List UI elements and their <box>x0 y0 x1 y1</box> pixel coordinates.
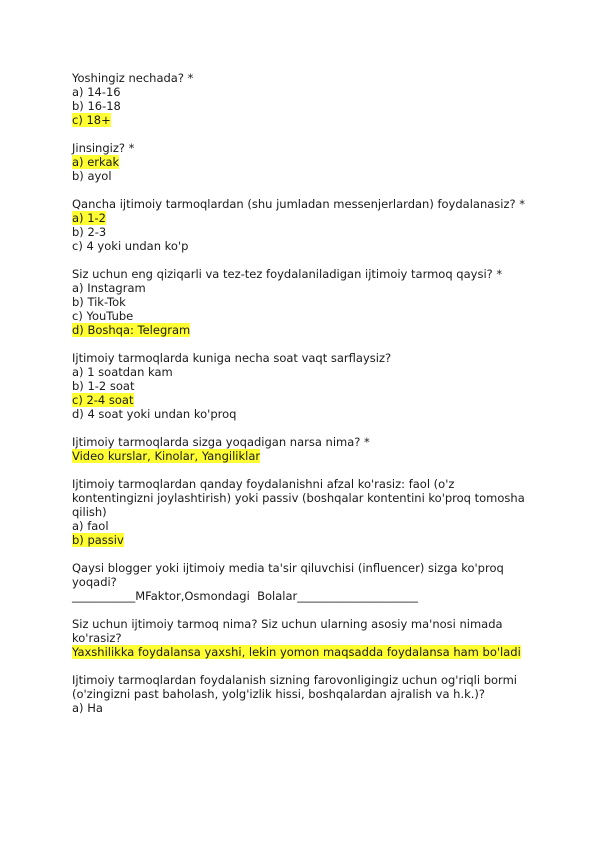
option-selected: c) 18+ <box>72 113 111 127</box>
question-favorite-network <box>72 267 532 337</box>
option: b) Tik-Tok <box>72 295 126 309</box>
option-selected: c) 2-4 soat <box>72 393 134 407</box>
option: a) faol <box>72 519 109 533</box>
question-text: Ijtimoiy tarmoqlardan foydalanish sizning farovonligingiz uchun og'riqli bormi (o'zingizni past baholash, yolg'izlik hissi, boshqalardan ajralish va h.k.)? <box>72 673 521 701</box>
question-text: Ijtimoiy tarmoqlardan qanday foydalanishni afzal ko'rasiz: faol (o'z kontentingizni joylashtirish) yoki passiv (boshqalar kontentini ko'proq tomosha qilish) <box>72 477 529 519</box>
question-text: Jinsingiz? * <box>72 141 135 155</box>
question-meaning <box>72 617 532 659</box>
option: a) Instagram <box>72 281 146 295</box>
question-text: Qaysi blogger yoki ijtimoiy media ta'sir qiluvchisi (influencer) sizga ko'proq yoqadi? <box>72 561 508 589</box>
option: b) 16-18 <box>72 99 121 113</box>
question-hours-per-day <box>72 351 532 421</box>
option-selected: d) Boshqa: Telegram <box>72 323 191 337</box>
question-text: Siz uchun eng qiziqarli va tez-tez foydalaniladigan ijtimoiy tarmoq qaysi? * <box>72 267 503 281</box>
question-favorite-blogger <box>72 561 532 603</box>
question-wellbeing <box>72 673 532 715</box>
option: c) 4 yoki undan ko'p <box>72 239 189 253</box>
option-selected: a) erkak <box>72 155 120 169</box>
option: b) ayol <box>72 169 112 183</box>
question-text: Ijtimoiy tarmoqlarda kuniga necha soat vaqt sarflaysiz? <box>72 351 392 365</box>
survey-document <box>72 71 532 729</box>
option: d) 4 soat yoki undan ko'proq <box>72 407 237 421</box>
question-usage-style <box>72 477 532 547</box>
question-age <box>72 71 532 127</box>
option-selected: b) passiv <box>72 533 124 547</box>
answer-selected: Video kurslar, Kinolar, Yangiliklar <box>72 449 261 463</box>
answer-fill-in: ___________MFaktor,Osmondagi Bolalar_____________________ <box>72 589 418 603</box>
option: b) 2-3 <box>72 225 107 239</box>
question-text: Qancha ijtimoiy tarmoqlardan (shu jumladan messenjerlardan) foydalanasiz? * <box>72 197 526 211</box>
question-gender <box>72 141 532 183</box>
option-selected: a) 1-2 <box>72 211 106 225</box>
option: a) 1 soatdan kam <box>72 365 173 379</box>
question-text: Yoshingiz nechada? * <box>72 71 194 85</box>
option: a) Ha <box>72 701 103 715</box>
question-liked-content <box>72 435 532 463</box>
option: c) YouTube <box>72 309 134 323</box>
question-text: Ijtimoiy tarmoqlarda sizga yoqadigan narsa nima? * <box>72 435 370 449</box>
option: a) 14-16 <box>72 85 121 99</box>
question-text: Siz uchun ijtimoiy tarmoq nima? Siz uchun ularning asosiy ma'nosi nimada ko'rasiz? <box>72 617 507 645</box>
option: b) 1-2 soat <box>72 379 135 393</box>
question-network-count <box>72 197 532 253</box>
answer-selected: Yaxshilikka foydalansa yaxshi, lekin yomon maqsadda foydalansa ham bo'ladi <box>72 645 521 659</box>
